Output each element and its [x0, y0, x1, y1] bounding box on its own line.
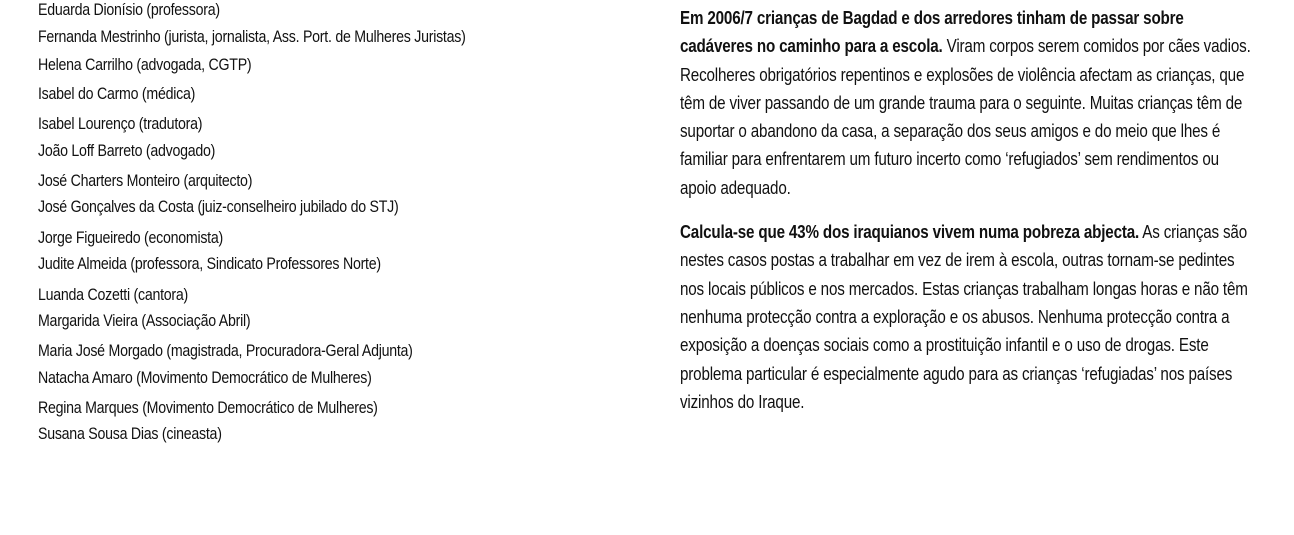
list-item: João Loff Barreto (advogado)	[38, 142, 216, 160]
list-item: José Charters Monteiro (arquitecto)	[38, 172, 253, 190]
list-item: Jorge Figueiredo (economista)	[38, 229, 223, 247]
list-item: José Gonçalves da Costa (juiz-conselheiro jubilado do STJ)	[38, 198, 399, 216]
list-item: Maria José Morgado (magistrada, Procuradora-Geral Adjunta)	[38, 342, 413, 360]
list-item: Judite Almeida (professora, Sindicato Professores Norte)	[38, 255, 381, 273]
paragraph-lead: Em 2006/7 crianças de Bagdad e dos arredores tinham de passar sobre cadáveres no caminho para a escola.	[680, 8, 1184, 57]
list-item: Natacha Amaro (Movimento Democrático de Mulheres)	[38, 369, 372, 387]
list-item: Fernanda Mestrinho (jurista, jornalista, Ass. Port. de Mulheres Juristas)	[38, 28, 466, 46]
article-text	[680, 4, 1280, 416]
list-item: Luanda Cozetti (cantora)	[38, 286, 188, 304]
list-item: Margarida Vieira (Associação Abril)	[38, 312, 251, 330]
list-item: Regina Marques (Movimento Democrático de Mulheres)	[38, 399, 378, 417]
paragraph	[680, 218, 1256, 416]
list-item: Isabel do Carmo (médica)	[38, 85, 196, 103]
list-item: Susana Sousa Dias (cineasta)	[38, 425, 222, 443]
paragraph-body: As crianças são nestes casos postas a trabalhar em vez de irem à escola, outras tornam-se pedintes nos locais públicos e nos mercados. Estas crianças trabalham longas horas e não têm nenhuma protecção contra a exploração e os abusos. Nenhuma protecção contra a exposição a doenças sociais como a prostituição infantil e o uso de drogas. Este problema particular é especialmente agudo para as crianças ‘refugiadas’ nos países vizinhos do Iraque.	[680, 222, 1248, 412]
paragraph	[680, 4, 1256, 202]
paragraph-body: Viram corpos serem comidos por cães vadios. Recolheres obrigatórios repentinos e explosões de violência afectam as crianças, que têm de viver passando de um grande trauma para o seguinte. Muitas crianças têm de suportar o abandono da casa, a separação dos seus amigos e do meio que lhes é familiar para enfrentarem um futuro incerto como ‘refugiados’ sem rendimentos ou apoio adequado.	[680, 36, 1251, 198]
list-item: Isabel Lourenço (tradutora)	[38, 115, 203, 133]
list-item: Helena Carrilho (advogada, CGTP)	[38, 56, 252, 74]
paragraph-lead: Calcula-se que 43% dos iraquianos vivem numa pobreza abjecta.	[680, 222, 1140, 243]
list-item: Eduarda Dionísio (professora)	[38, 1, 220, 19]
